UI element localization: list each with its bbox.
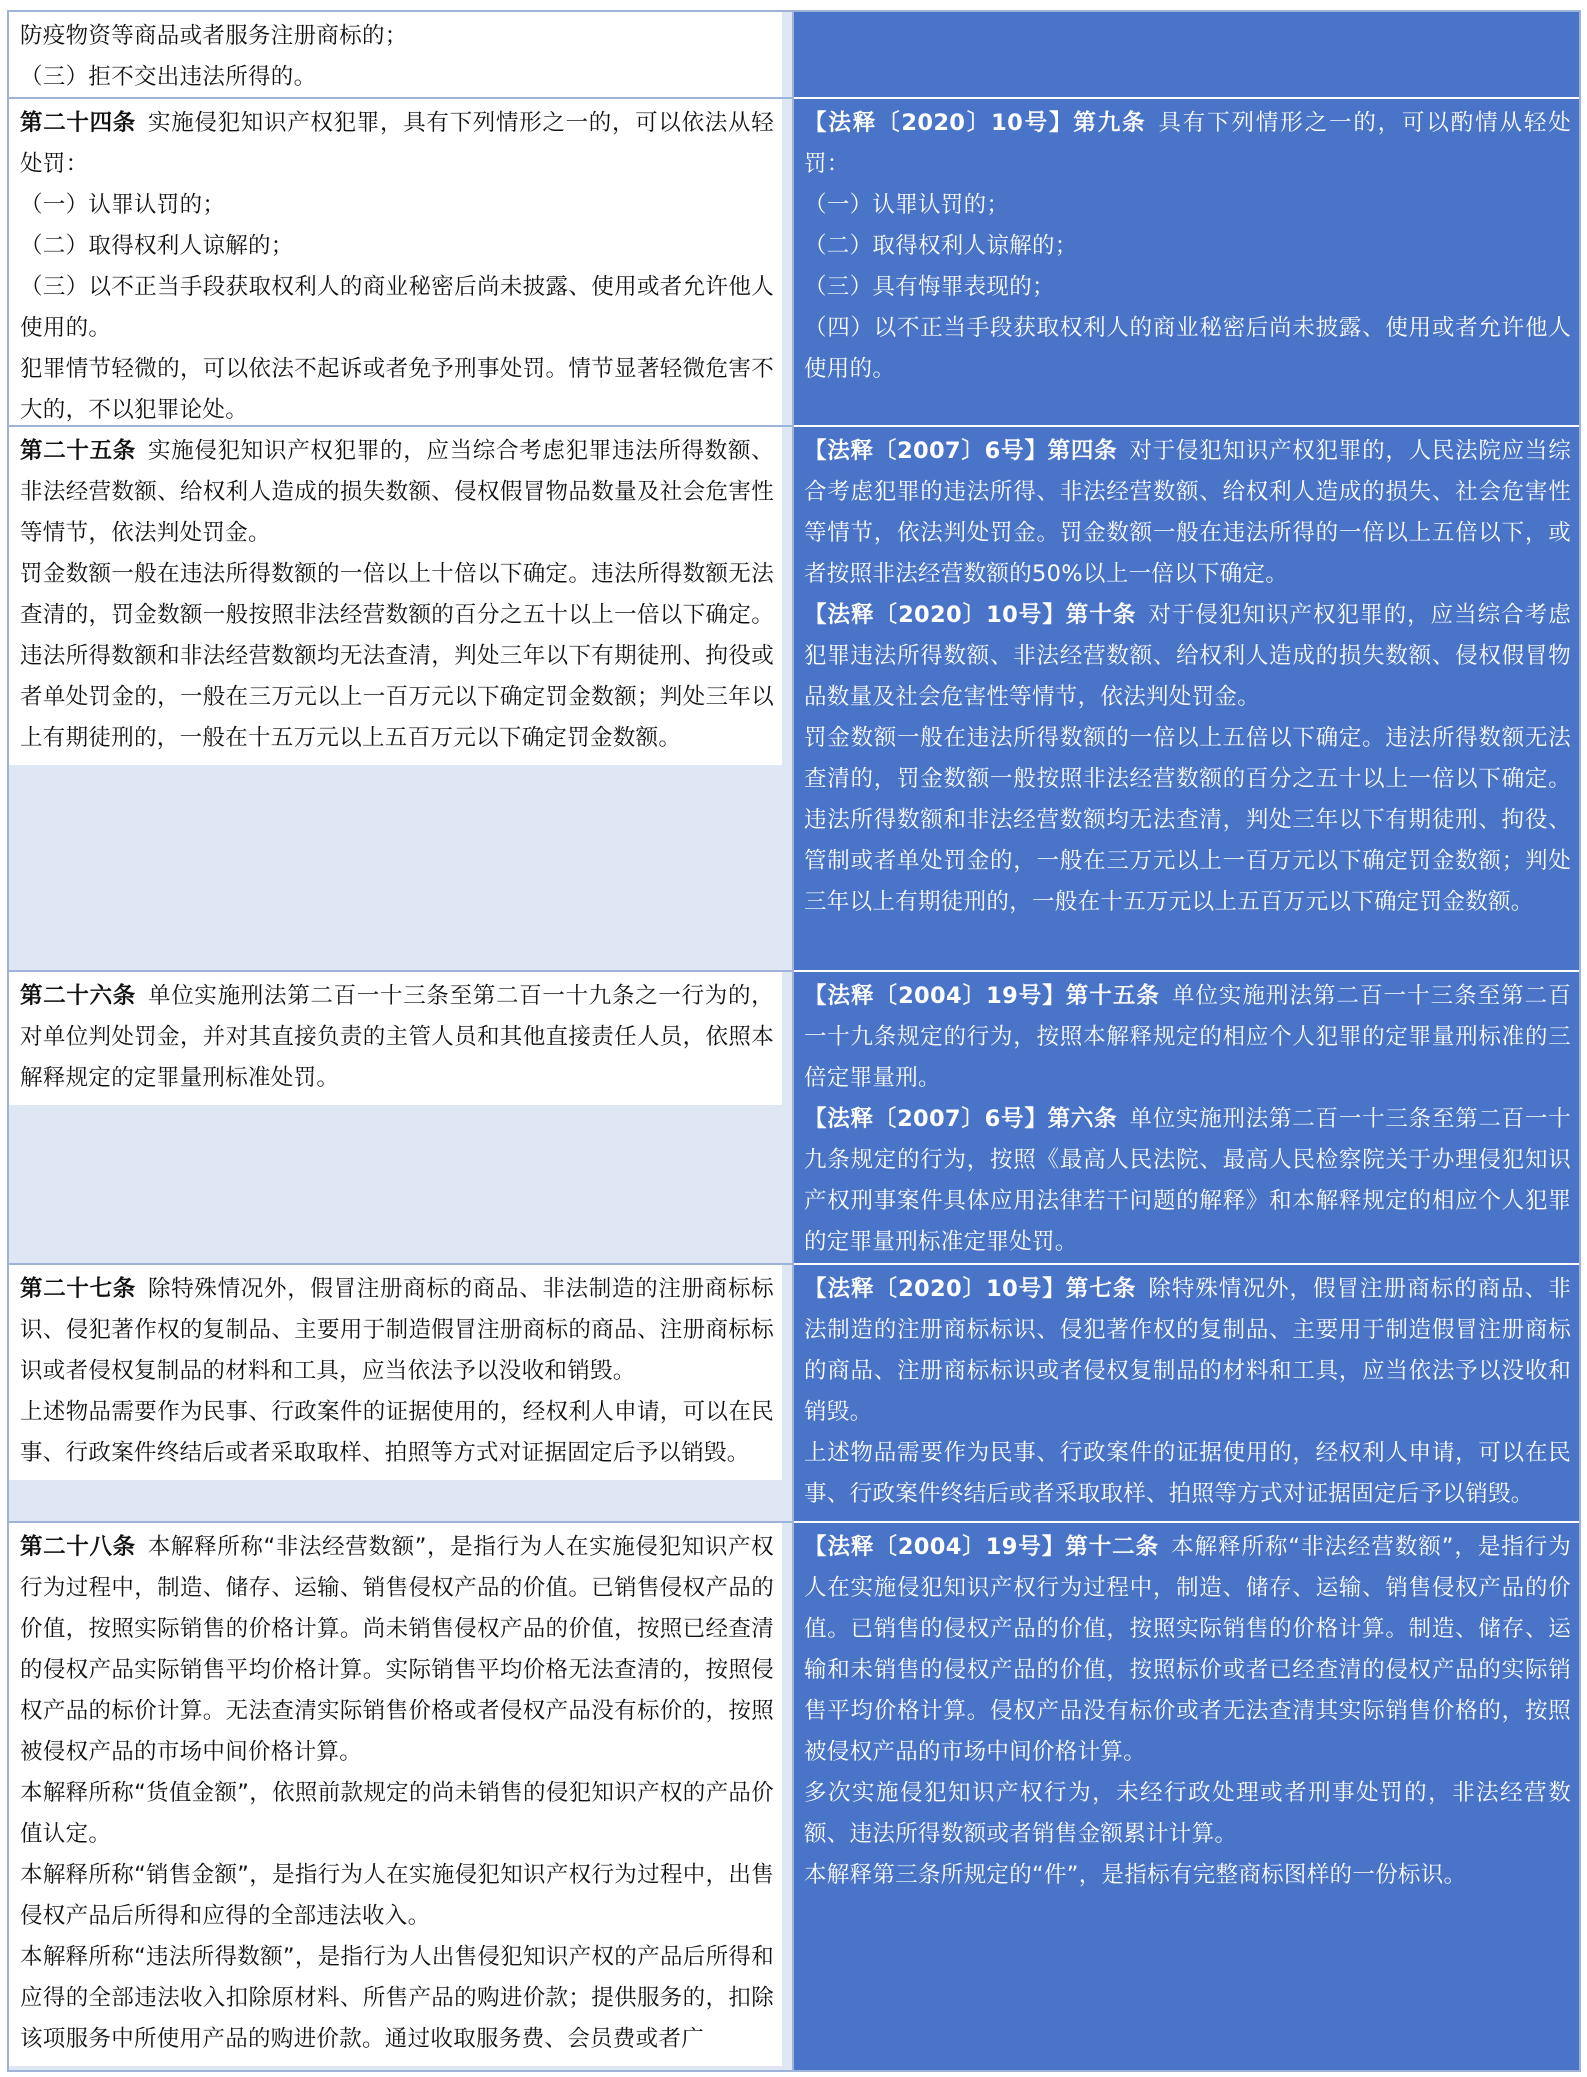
paragraph: 第二十七条 除特殊情况外，假冒注册商标的商品、非法制造的注册商标标识、侵犯著作权的复制品、主要用于制造假冒注册商标的商品、注册商标标识或者侵权复制品的材料和工具，应当依法予以没收和销毁。 — [20, 1276, 774, 1384]
cell-text — [9, 1265, 782, 1480]
cell-text — [9, 99, 782, 427]
cell-text — [794, 1523, 1581, 1902]
cell-text — [9, 1523, 782, 2066]
article-heading: 第二十五条 — [20, 438, 136, 464]
paragraph: 【法释〔2004〕19号】第十五条 单位实施刑法第二百一十三条至第二百一十九条规定的行为，按照本解释规定的相应个人犯罪的定罪量刑标准的三倍定罪量刑。 — [804, 983, 1571, 1091]
paragraph: 防疫物资等商品或者服务注册商标的； — [20, 23, 408, 49]
paragraph: 犯罪情节轻微的，可以依法不起诉或者免予刑事处罚。情节显著轻微危害不大的，不以犯罪论处。 — [20, 356, 774, 423]
cell-text — [794, 99, 1581, 396]
paragraph: （三）以不正当手段获取权利人的商业秘密后尚未披露、使用或者允许他人使用的。 — [20, 274, 774, 341]
table-cell-current — [9, 1265, 794, 1523]
paragraph: 罚金数额一般在违法所得数额的一倍以上五倍以下确定。违法所得数额无法查清的，罚金数额一般按照非法经营数额的百分之五十以上一倍以下确定。违法所得数额和非法经营数额均无法查清，判处三年以下有期徒刑、拘役、管制或者单处罚金的，一般在三万元以上一百万元以下确定罚金数额；判处三年以上有期徒刑的，一般在十五万元以上五百万元以下确定罚金数额。 — [804, 725, 1571, 915]
table-cell-previous — [794, 12, 1581, 99]
paragraph: 本解释所称“违法所得数额”，是指行为人出售侵犯知识产权的产品后所得和应得的全部违法收入扣除原材料、所售产品的购进价款；提供服务的，扣除该项服务中所使用产品的购进价款。通过收取服务费、会员费或者广 — [20, 1944, 774, 2052]
table-cell-previous — [794, 972, 1581, 1265]
cell-text — [9, 427, 782, 765]
paragraph: 【法释〔2004〕19号】第十二条 本解释所称“非法经营数额”，是指行为人在实施侵犯知识产权行为过程中，制造、储存、运输、销售侵权产品的价值。已销售的侵权产品的价值，按照实际销售的价格计算。制造、储存、运输和未销售的侵权产品的价值，按照标价或者已经查清的侵权产品的实际销售平均价格计算。侵权产品没有标价或者无法查清其实际销售价格的，按照被侵权产品的市场中间价格计算。 — [804, 1534, 1571, 1765]
table-cell-previous — [794, 99, 1581, 427]
paragraph: （三）具有悔罪表现的； — [804, 274, 1055, 300]
paragraph: （三）拒不交出违法所得的。 — [20, 64, 317, 90]
article-heading: 【法释〔2020〕10号】第十条 — [804, 602, 1137, 628]
paragraph: 第二十八条 本解释所称“非法经营数额”，是指行为人在实施侵犯知识产权行为过程中，制造、储存、运输、销售侵权产品的价值。已销售侵权产品的价值，按照实际销售的价格计算。尚未销售侵权产品的价值，按照已经查清的侵权产品实际销售平均价格计算。实际销售平均价格无法查清的，按照侵权产品的标价计算。无法查清实际销售价格或者侵权产品没有标价的，按照被侵权产品的市场中间价格计算。 — [20, 1534, 774, 1765]
article-heading: 第二十七条 — [20, 1276, 136, 1302]
table-cell-current — [9, 12, 794, 99]
paragraph: 【法释〔2020〕10号】第十条 对于侵犯知识产权犯罪的，应当综合考虑犯罪违法所得数额、非法经营数额、给权利人造成的损失数额、侵权假冒物品数量及社会危害性等情节，依法判处罚金。 — [804, 602, 1572, 710]
paragraph: 上述物品需要作为民事、行政案件的证据使用的，经权利人申请，可以在民事、行政案件终结后或者采取取样、拍照等方式对证据固定后予以销毁。 — [804, 1440, 1571, 1507]
cell-text — [9, 972, 782, 1105]
article-heading: 第二十八条 — [20, 1534, 136, 1560]
table-cell-previous — [794, 1265, 1581, 1523]
paragraph: （一）认罪认罚的； — [804, 192, 1010, 218]
cell-text — [794, 427, 1581, 929]
comparison-table — [7, 10, 1581, 2072]
cell-text — [794, 1265, 1581, 1521]
article-heading: 第二十六条 — [20, 983, 136, 1009]
paragraph: （一）认罪认罚的； — [20, 192, 226, 218]
paragraph: 第二十六条 单位实施刑法第二百一十三条至第二百一十九条之一行为的，对单位判处罚金，并对其直接负责的主管人员和其他直接责任人员，依照本解释规定的定罪量刑标准处罚。 — [20, 983, 774, 1091]
paragraph: 本解释所称“货值金额”，依照前款规定的尚未销售的侵犯知识产权的产品价值认定。 — [20, 1780, 774, 1847]
paragraph: 多次实施侵犯知识产权行为，未经行政处理或者刑事处罚的，非法经营数额、违法所得数额或者销售金额累计计算。 — [804, 1780, 1571, 1847]
paragraph: 第二十五条 实施侵犯知识产权犯罪的，应当综合考虑犯罪违法所得数额、非法经营数额、给权利人造成的损失数额、侵权假冒物品数量及社会危害性等情节，依法判处罚金。 — [20, 438, 774, 546]
paragraph: 本解释第三条所规定的“件”，是指标有完整商标图样的一份标识。 — [804, 1862, 1467, 1888]
paragraph: 罚金数额一般在违法所得数额的一倍以上十倍以下确定。违法所得数额无法查清的，罚金数额一般按照非法经营数额的百分之五十以上一倍以下确定。违法所得数额和非法经营数额均无法查清，判处三年以下有期徒刑、拘役或者单处罚金的，一般在三万元以上一百万元以下确定罚金数额；判处三年以上有期徒刑的，一般在十五万元以上五百万元以下确定罚金数额。 — [20, 561, 774, 751]
paragraph: （四）以不正当手段获取权利人的商业秘密后尚未披露、使用或者允许他人使用的。 — [804, 315, 1571, 382]
paragraph: 上述物品需要作为民事、行政案件的证据使用的，经权利人申请，可以在民事、行政案件终结后或者采取取样、拍照等方式对证据固定后予以销毁。 — [20, 1399, 774, 1466]
article-heading: 【法释〔2007〕6号】第六条 — [804, 1106, 1118, 1132]
article-heading: 【法释〔2004〕19号】第十五条 — [804, 983, 1160, 1009]
table-cell-current — [9, 972, 794, 1265]
table-cell-current — [9, 99, 794, 427]
table-cell-current — [9, 427, 794, 972]
article-heading: 【法释〔2020〕10号】第七条 — [804, 1276, 1137, 1302]
paragraph: 【法释〔2007〕6号】第四条 对于侵犯知识产权犯罪的，人民法院应当综合考虑犯罪的违法所得、非法经营数额、给权利人造成的损失、社会危害性等情节，依法判处罚金。罚金数额一般在违法所得的一倍以上五倍以下，或者按照非法经营数额的50%以上一倍以下确定。 — [804, 438, 1572, 587]
paragraph: 第二十四条 实施侵犯知识产权犯罪，具有下列情形之一的，可以依法从轻处罚： — [20, 110, 774, 177]
paragraph: 【法释〔2020〕10号】第七条 除特殊情况外，假冒注册商标的商品、非法制造的注册商标标识、侵犯著作权的复制品、主要用于制造假冒注册商标的商品、注册商标标识或者侵权复制品的材料和工具，应当依法予以没收和销毁。 — [804, 1276, 1572, 1425]
paragraph: （二）取得权利人谅解的； — [804, 233, 1078, 259]
table-cell-previous — [794, 427, 1581, 972]
article-heading: 【法释〔2020〕10号】第九条 — [804, 110, 1147, 136]
table-cell-current — [9, 1523, 794, 2072]
article-heading: 【法释〔2007〕6号】第四条 — [804, 438, 1118, 464]
paragraph: （二）取得权利人谅解的； — [20, 233, 294, 259]
paragraph: 【法释〔2007〕6号】第六条 单位实施刑法第二百一十三条至第二百一十九条规定的行为，按照《最高人民法院、最高人民检察院关于办理侵犯知识产权刑事案件具体应用法律若干问题的解释》和本解释规定的相应个人犯罪的定罪量刑标准定罪处罚。 — [804, 1106, 1572, 1255]
table-cell-previous — [794, 1523, 1581, 2072]
cell-text — [9, 12, 782, 99]
paragraph: 本解释所称“销售金额”，是指行为人在实施侵犯知识产权行为过程中，出售侵权产品后所得和应得的全部违法收入。 — [20, 1862, 774, 1929]
article-heading: 【法释〔2004〕19号】第十二条 — [804, 1534, 1160, 1560]
cell-text — [794, 972, 1581, 1265]
article-heading: 第二十四条 — [20, 110, 136, 136]
paragraph: 【法释〔2020〕10号】第九条 具有下列情形之一的，可以酌情从轻处罚： — [804, 110, 1572, 177]
